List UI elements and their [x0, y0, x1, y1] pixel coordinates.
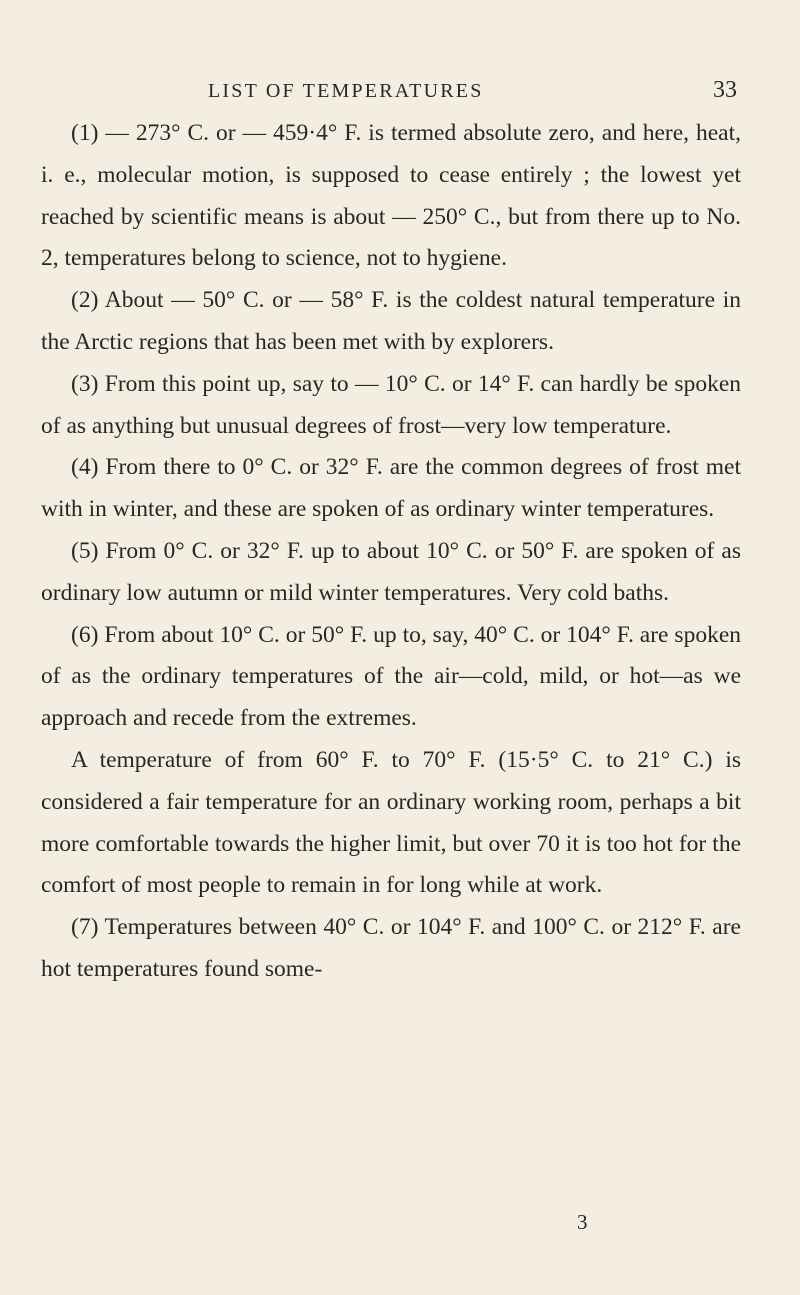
paragraph-2-arctic-temperature: (2) About — 50° C. or — 58° F. is the coldest natural temperature in the Arctic regions that has been met with by explorers. [41, 287, 741, 355]
paragraph-6-air-temperatures: (6) From about 10° C. or 50° F. up to, say, 40° C. or 104° F. are spoken of as the ordinary temperatures of the air—cold, mild, or hot—as we approach and recede from the extremes. [41, 621, 741, 732]
running-head [40, 72, 740, 112]
paragraph-3-frost: (3) From this point up, say to — 10° C. or 14° F. can hardly be spoken of as anything but unusual degrees of frost—very low temperature. [41, 370, 741, 439]
body-text [41, 113, 741, 991]
paragraph-1-absolute-zero: (1) — 273° C. or — 459·4° F. is termed absolute zero, and here, heat, i. e., molecular motion, is supposed to cease entirely ; the lowest yet reached by scientific means is about — 250° C., but from there up to No. 2, temperatures belong to science, not to hygiene. [41, 120, 741, 272]
page-number: 33 [713, 77, 737, 103]
running-title: LIST OF TEMPERATURES [208, 80, 484, 102]
signature-mark: 3 [577, 1210, 588, 1234]
paragraph-4-winter-temperatures: (4) From there to 0° C. or 32° F. are the common degrees of frost met with in winter, and these are spoken of as ordinary winter temperatures. [41, 454, 741, 523]
paragraph-5-autumn-temperatures: (5) From 0° C. or 32° F. up to about 10° C. or 50° F. are spoken of as ordinary low autumn or mild winter temperatures. Very cold baths. [41, 537, 741, 606]
paragraph-7-hot-temperatures: (7) Temperatures between 40° C. or 104° F. and 100° C. or 212° F. are hot temperatures found some- [41, 914, 741, 982]
paragraph-working-room: A temperature of from 60° F. to 70° F. (15·5° C. to 21° C.) is considered a fair temperature for an ordinary working room, perhaps a bit more comfortable towards the higher limit, but over 70 it is too hot for the comfort of most people to remain in for long while at work. [41, 746, 741, 899]
